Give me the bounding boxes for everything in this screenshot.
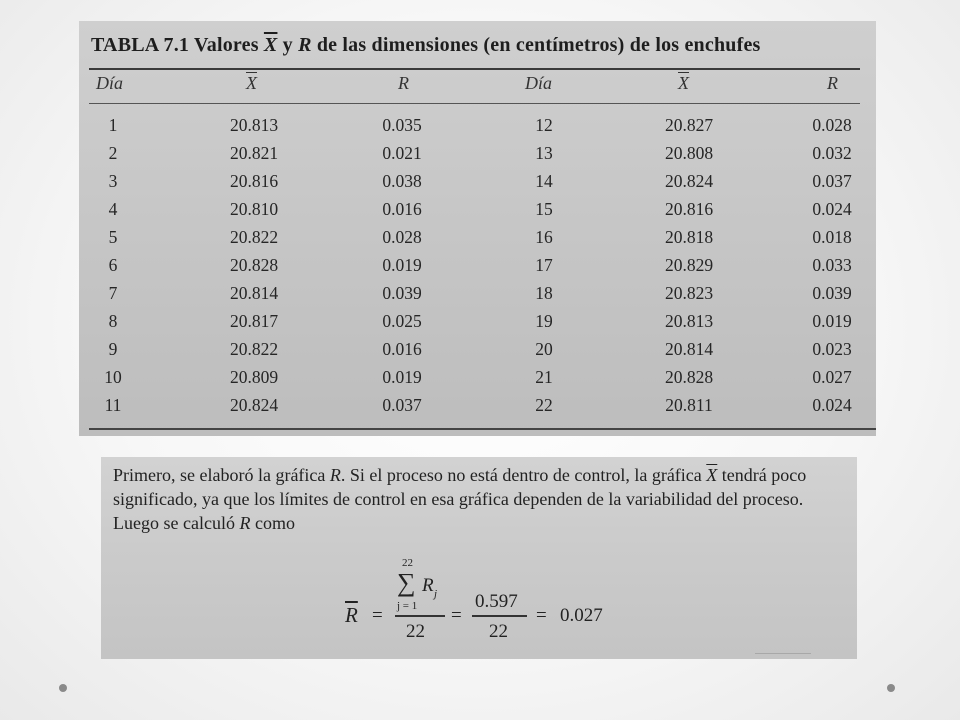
fraction-bar (395, 615, 445, 617)
table-cell: 20.817 (229, 311, 279, 331)
table-cell: 12 (535, 115, 553, 135)
table-cell: 14 (535, 171, 553, 191)
table-cell: 20.816 (229, 171, 279, 191)
table-cell: 13 (535, 143, 553, 163)
table-cell: 0.019 (382, 255, 422, 275)
table-cell: 3 (108, 171, 118, 191)
table-cell: 0.039 (382, 283, 422, 303)
table-bottom-rule (89, 428, 876, 430)
paragraph-part-3: tendrá poco significado, ya que los límites de control en esa gráfica dependen de la variabilidad del proceso. Luego se calculó (113, 465, 807, 533)
table-cell: 0.019 (812, 311, 852, 331)
formula-sum-term: R (422, 575, 434, 596)
table-cell: 0.024 (812, 199, 852, 219)
paragraph-r-symbol: R (239, 513, 251, 533)
table-cell: 20.814 (229, 283, 279, 303)
table-cell: 20.813 (229, 115, 279, 135)
column-dia-right (519, 111, 569, 419)
table-cell: 16 (535, 227, 553, 247)
table-title-xbar: $\overline{X}$ (263, 34, 278, 56)
rbar-formula (101, 457, 857, 659)
table-cell: 0.039 (812, 283, 852, 303)
table-cell: 4 (108, 199, 118, 219)
table-cell: 20.809 (229, 367, 279, 387)
paragraph-part-1: Primero, se elaboró la gráfica (113, 465, 326, 485)
slide-dot-left (59, 684, 67, 692)
table-cell: 5 (108, 227, 118, 247)
fraction-bar (472, 615, 527, 617)
header-dia-left: Día (96, 73, 123, 93)
table-cell: 0.025 (382, 311, 422, 331)
table-cell: 20.827 (664, 115, 714, 135)
table-cell: 0.027 (812, 367, 852, 387)
formula-sum-upper: 22 (402, 557, 413, 569)
table-cell: 19 (535, 311, 553, 331)
header-dia-right: Día (525, 73, 552, 93)
paragraph-part-4: como (254, 513, 295, 533)
table-cell: 20.811 (665, 395, 713, 415)
formula-sum-symbol: ∑ (397, 568, 416, 597)
column-dia-left (89, 111, 137, 419)
table-cell: 20.818 (664, 227, 714, 247)
table-cell: 18 (535, 283, 553, 303)
table-cell: 20.824 (664, 171, 714, 191)
table-cell: 7 (108, 283, 118, 303)
header-r-right: R (827, 73, 838, 93)
table-cell: 0.019 (382, 367, 422, 387)
column-xbar-left (209, 111, 299, 419)
paragraph-xbar-symbol: $\overline{X}$ (706, 465, 718, 485)
table-cell: 20.829 (664, 255, 714, 275)
table-cell: 17 (535, 255, 553, 275)
table-cell: 0.028 (812, 115, 852, 135)
table-cell: 8 (108, 311, 118, 331)
table-top-rule (89, 68, 860, 70)
table-cell: 6 (108, 255, 118, 275)
formula-denominator-2: 22 (489, 621, 508, 642)
formula-numerator-2: 0.597 (475, 591, 518, 612)
column-r-right (796, 111, 868, 419)
column-r-left (362, 111, 442, 419)
table-cell: 20.822 (229, 339, 279, 359)
table-cell: 0.024 (812, 395, 852, 415)
table-cell: 2 (108, 143, 118, 163)
header-xbar-left: $\overline{X}$ (246, 73, 257, 93)
table-title-r: R (298, 34, 312, 56)
table-cell: 0.035 (382, 115, 422, 135)
table-cell: 10 (104, 367, 122, 387)
formula-equals: = (536, 605, 547, 626)
table-cell: 20.810 (229, 199, 279, 219)
table-cell: 20 (535, 339, 553, 359)
formula-equals: = (372, 605, 383, 626)
table-cell: 0.037 (382, 395, 422, 415)
table-cell: 20.808 (664, 143, 714, 163)
paragraph-r-symbol: R (329, 465, 341, 485)
table-cell: 0.023 (812, 339, 852, 359)
table-cell: 15 (535, 199, 553, 219)
formula-sum-lower: j = 1 (397, 600, 418, 612)
table-title (91, 34, 761, 57)
table-cell: 20.828 (229, 255, 279, 275)
table-cell: 20.821 (229, 143, 279, 163)
formula-denominator-1: 22 (406, 621, 425, 642)
table-cell: 20.828 (664, 367, 714, 387)
table-cell: 20.816 (664, 199, 714, 219)
table-cell: 20.823 (664, 283, 714, 303)
table-cell: 0.016 (382, 199, 422, 219)
table-cell: 0.016 (382, 339, 422, 359)
table-title-y: y (282, 34, 293, 56)
slide-dot-right (887, 684, 895, 692)
formula-sum-subscript: j (434, 588, 438, 600)
table-cell: 20.822 (229, 227, 279, 247)
table-cell: 20.813 (664, 311, 714, 331)
column-xbar-right (644, 111, 734, 419)
table-cell: 22 (535, 395, 553, 415)
table-cell: 9 (108, 339, 118, 359)
header-xbar-right: $\overline{X}$ (678, 73, 689, 93)
text-image (101, 457, 857, 659)
table-cell: 1 (108, 115, 118, 135)
formula-equals: = (451, 605, 462, 626)
table-cell: 0.037 (812, 171, 852, 191)
table-cell: 20.824 (229, 395, 279, 415)
formula-result: 0.027 (560, 605, 603, 626)
header-r-left: R (398, 73, 409, 93)
table-header-rule (89, 103, 860, 104)
table-cell: 11 (104, 395, 122, 415)
formula-rbar: $\overline{R}$ (345, 603, 358, 627)
table-cell: 0.021 (382, 143, 422, 163)
paragraph-part-2: . Si el proceso no está dentro de control, la gráfica (340, 465, 702, 485)
table-cell: 0.033 (812, 255, 852, 275)
table-title-prefix: TABLA 7.1 Valores (91, 34, 259, 56)
table-cell: 21 (535, 367, 553, 387)
table-cell: 0.038 (382, 171, 422, 191)
scan-mark (755, 653, 811, 654)
table-cell: 20.814 (664, 339, 714, 359)
table-title-suffix: de las dimensiones (en centímetros) de los enchufes (316, 34, 761, 56)
table-cell: 0.032 (812, 143, 852, 163)
table-cell: 0.018 (812, 227, 852, 247)
table-cell: 0.028 (382, 227, 422, 247)
table-image (79, 21, 876, 436)
